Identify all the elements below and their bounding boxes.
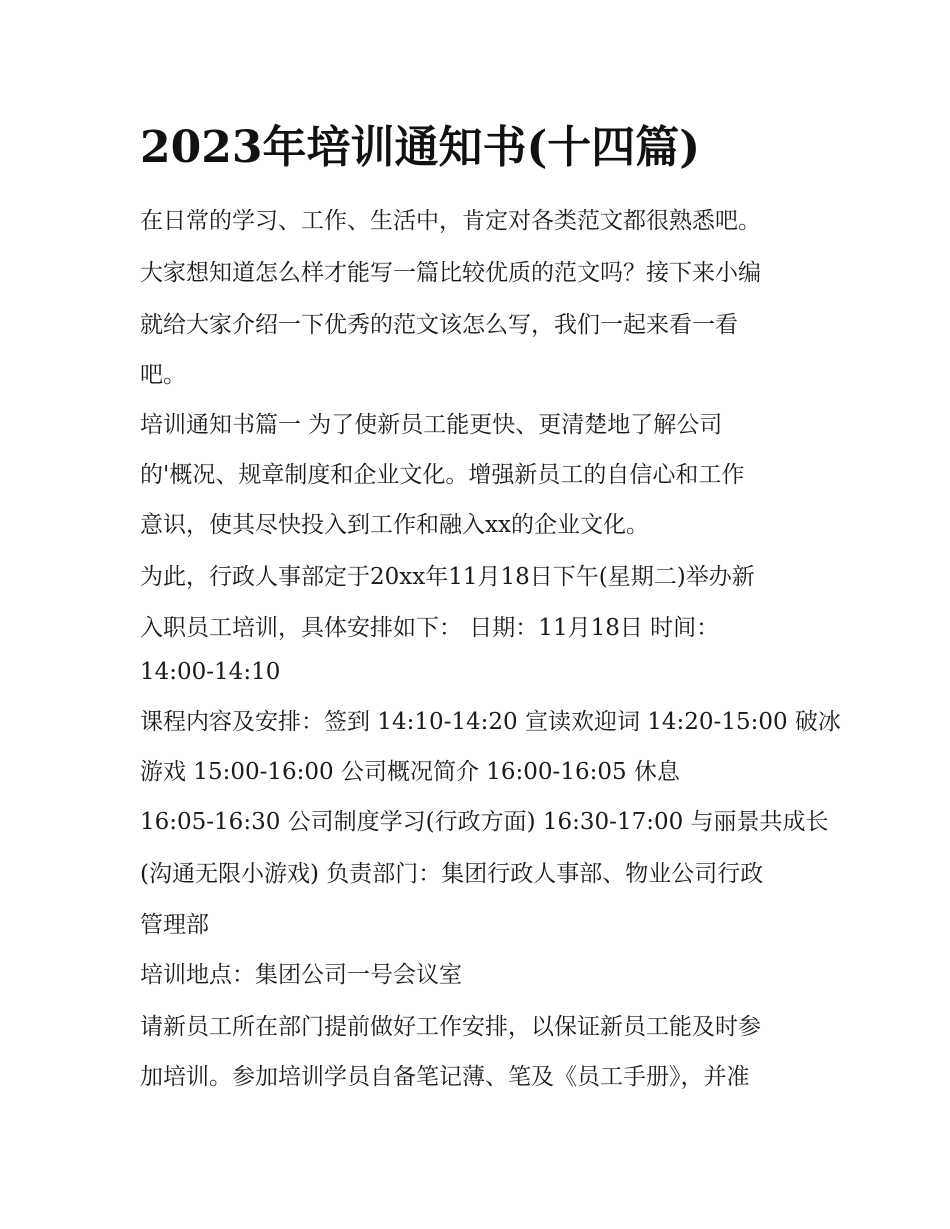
body-line-10: 14:00-14:10	[140, 659, 281, 685]
document-title: 2023年培训通知书(十四篇)	[140, 122, 701, 173]
body-line-9: 入职员工培训，具体安排如下： 日期：11月18日 时间：	[140, 615, 720, 641]
body-line-3: 就给大家介绍一下优秀的范文该怎么写，我们一起来看一看	[140, 312, 738, 338]
body-line-5: 培训通知书篇一 为了使新员工能更快、更清楚地了解公司	[140, 412, 723, 438]
body-line-1: 在日常的学习、工作、生活中，肯定对各类范文都很熟悉吧。	[140, 208, 761, 234]
body-line-18: 加培训。参加培训学员自备笔记薄、笔及《员工手册》，并准	[140, 1064, 750, 1090]
body-line-7: 意识，使其尽快投入到工作和融入xx的企业文化。	[140, 512, 649, 538]
body-line-13: 16:05-16:30 公司制度学习(行政方面) 16:30-17:00 与丽景共成长	[140, 809, 829, 835]
body-line-2: 大家想知道怎么样才能写一篇比较优质的范文吗？接下来小编	[140, 260, 761, 286]
body-line-15: 管理部	[140, 912, 209, 938]
body-line-14: (沟通无限小游戏) 负责部门：集团行政人事部、物业公司行政	[140, 861, 764, 887]
body-line-6: 的'概况、规章制度和企业文化。增强新员工的自信心和工作	[140, 462, 745, 488]
body-line-16: 培训地点：集团公司一号会议室	[140, 962, 462, 988]
body-line-4: 吧。	[140, 362, 186, 388]
body-line-11: 课程内容及安排：签到 14:10-14:20 宣读欢迎词 14:20-15:00 破冰	[140, 709, 841, 735]
body-line-12: 游戏 15:00-16:00 公司概况简介 16:00-16:05 休息	[140, 759, 680, 785]
body-line-8: 为此，行政人事部定于20xx年11月18日下午(星期二)举办新	[140, 564, 755, 590]
body-line-17: 请新员工所在部门提前做好工作安排，以保证新员工能及时参	[140, 1014, 761, 1040]
